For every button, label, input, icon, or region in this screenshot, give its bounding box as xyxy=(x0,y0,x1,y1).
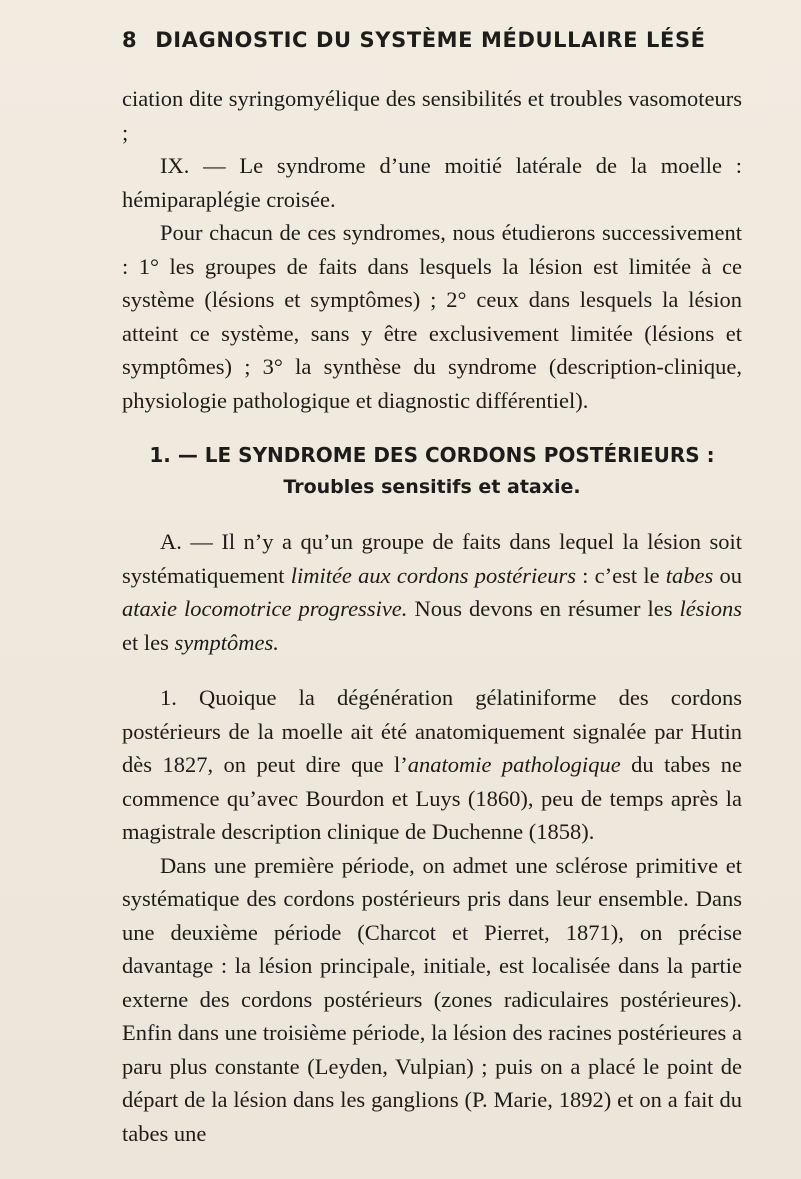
running-title: DIAGNOSTIC DU SYSTÈME MÉDULLAIRE LÉSÉ xyxy=(155,28,706,52)
spacer xyxy=(122,417,742,439)
italic-run: ataxie locomotrice progressive. xyxy=(122,596,408,621)
text-run: ou xyxy=(713,562,743,588)
section-subtitle: Troubles sensitifs et ataxie. xyxy=(283,476,581,498)
paragraph-continuation: ciation dite syringomyélique des sensibilités et troubles vasomoteurs ; xyxy=(122,86,742,145)
page-body xyxy=(122,82,742,1150)
text-run: : c’est le xyxy=(575,562,666,588)
paragraph-1 xyxy=(122,681,742,849)
text-run: 1. Quoique la dégénération gélatiniforme des cordons postérieurs de la moelle ait été anatomiquement signalée par Hutin dès 1827, on peut dire que l’ xyxy=(122,685,742,777)
running-header xyxy=(122,28,706,52)
section-heading xyxy=(122,439,742,503)
paragraph-method: Pour chacun de ces syndromes, nous étudierons successivement : 1° les groupes de faits dans lesquels la lésion est limitée à ce système (lésions et symptômes) ; 2° ceux dans lesquels la lésion atteint ce système, sans y être exclusivement limitée (lésions et symptômes) ; 3° la synthèse du syndrome (description-clinique, physiologie pathologique et diagnostic différentiel). xyxy=(122,220,742,413)
spacer xyxy=(122,503,742,525)
paragraph-periods: Dans une première période, on admet une sclérose primitive et systématique des cordons postérieurs pris dans leur ensemble. Dans une deuxième période (Charcot et Pierret, 1871), on précise davantage : la lésion principale, initiale, est localisée dans la partie externe des cordons postérieurs (zones radiculaires postérieures). Enfin dans une troisième période, la lésion des racines postérieures a paru plus constante (Leyden, Vulpian) ; puis on a placé le point de départ de la lésion dans les ganglions (P. Marie, 1892) et on a fait du tabes une xyxy=(122,852,742,1146)
section-title: 1. — LE SYNDROME DES CORDONS POSTÉRIEURS : xyxy=(149,443,715,467)
italic-run: tabes xyxy=(665,562,714,588)
italic-run: lésions xyxy=(679,596,742,621)
page-number: 8 xyxy=(122,28,138,52)
text-run: A. — Il n’y a qu’un groupe de faits dans lequel la lésion soit systématiquement xyxy=(122,529,742,588)
text-run: Nous devons en résumer les xyxy=(407,596,680,621)
spacer xyxy=(122,659,742,681)
paragraph-a xyxy=(122,525,742,659)
italic-run: limitée aux cordons postérieurs xyxy=(290,562,576,588)
text-run: et les xyxy=(122,629,175,655)
italic-run: symptômes. xyxy=(174,629,279,655)
text-run: du tabes ne commence qu’avec Bourdon et Luys (1860), peu de temps après la magistrale description clinique de Duchenne (1858). xyxy=(122,752,742,844)
italic-run: anatomie pathologique xyxy=(407,752,621,777)
paragraph-item-ix: IX. — Le syndrome d’une moitié latérale de la moelle : hémiparaplégie croisée. xyxy=(122,153,742,212)
